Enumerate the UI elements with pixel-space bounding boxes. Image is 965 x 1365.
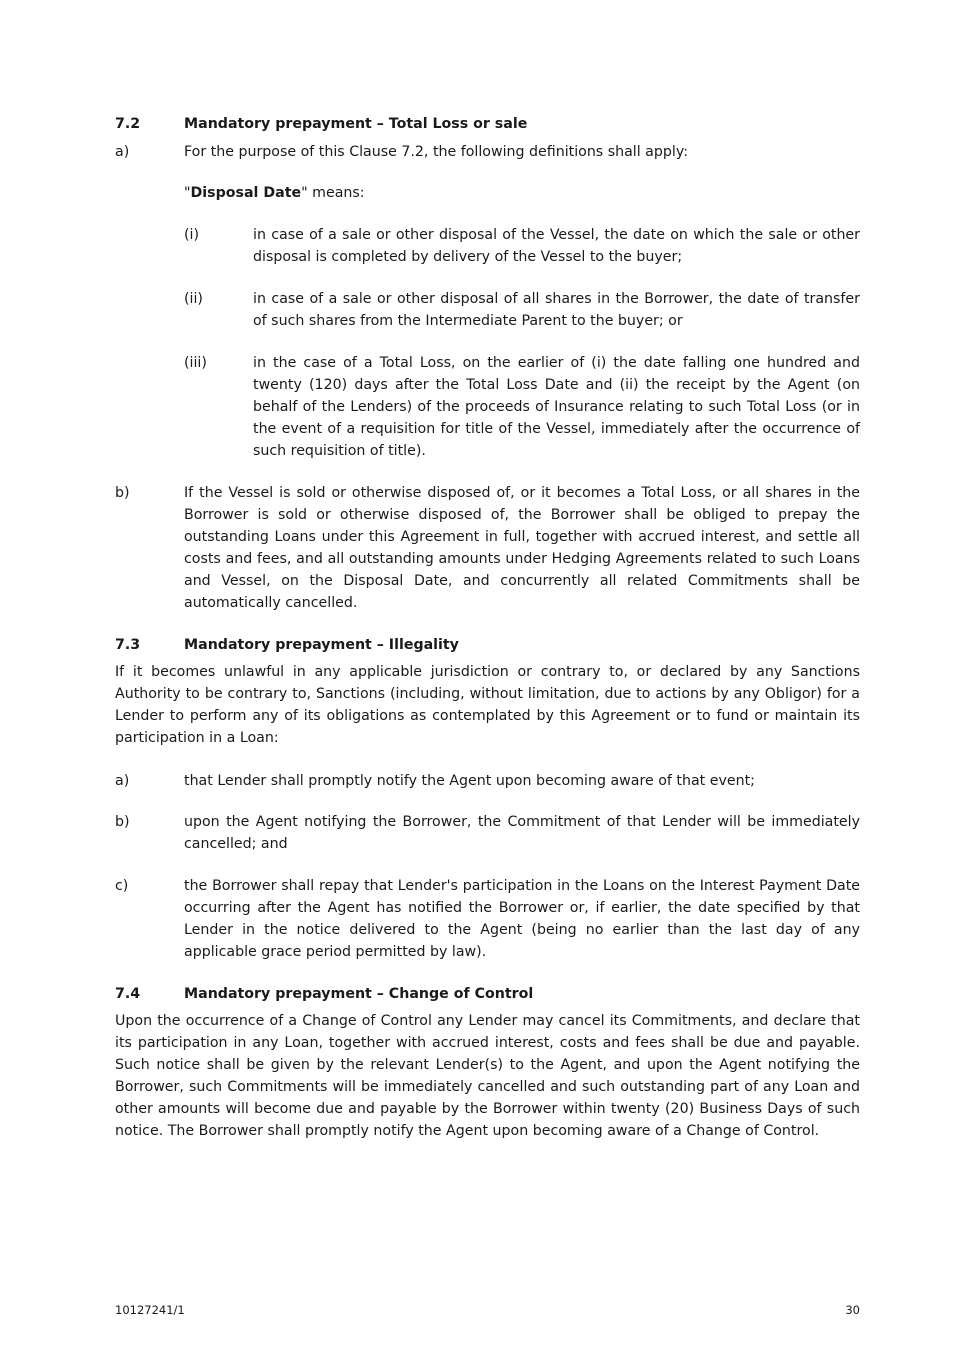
- clause-item: [115, 811, 860, 855]
- section-number: 7.4: [115, 986, 141, 1002]
- clause-item: [115, 875, 860, 963]
- clause-text: For the purpose of this Clause 7.2, the following definitions shall apply:: [184, 144, 688, 160]
- clause-text: If the Vessel is sold or otherwise disposed of, or it becomes a Total Loss, or all shares in the Borrower is sold or otherwise disposed of, the Borrower shall be obliged to prepay the outstanding Loans under this Agreement in full, together with accrued interest, and settle all costs and fees, and all outstanding amounts under Hedging Agreements related to such Loans and Vessel, on the Disposal Date, and concurrently all related Commitments shall be automatically cancelled.: [184, 485, 860, 611]
- section-7-4-heading: [115, 983, 860, 1005]
- clause-text: that Lender shall promptly notify the Agent upon becoming aware of that event;: [184, 773, 755, 789]
- clause-label: a): [115, 773, 130, 789]
- definition-heading: [184, 182, 860, 204]
- item-text: in the case of a Total Loss, on the earlier of (i) the date falling one hundred and twenty (120) days after the Total Loss Date and (ii) the receipt by the Agent (on behalf of the Lenders) of the proceeds of Insurance relating to such Total Loss (or in the event of a requisition for title of the Vessel, immediately after the occurrence of such requisition of title).: [253, 355, 860, 459]
- definition-item: [184, 224, 860, 268]
- definition-means: " means:: [301, 185, 365, 201]
- clause-item: [115, 770, 860, 792]
- definition-term: Disposal Date: [190, 185, 302, 201]
- item-label: (i): [184, 227, 200, 243]
- footer-page-number: 30: [845, 1303, 860, 1317]
- clause-b: [115, 482, 860, 614]
- section-title: Mandatory prepayment – Total Loss or sale: [184, 116, 528, 132]
- item-label: (ii): [184, 291, 203, 307]
- section-number: 7.3: [115, 637, 141, 653]
- clause-a: [115, 141, 860, 163]
- clause-label: b): [115, 485, 130, 501]
- item-text: in case of a sale or other disposal of the Vessel, the date on which the sale or other disposal is completed by delivery of the Vessel to the buyer;: [253, 227, 860, 265]
- section-7-2-heading: [115, 113, 860, 135]
- item-label: (iii): [184, 355, 207, 371]
- clause-label: a): [115, 144, 130, 160]
- section-7-4-body: Upon the occurrence of a Change of Control any Lender may cancel its Commitments, and declare that its participation in any Loan, together with accrued interest, costs and fees shall be due and payable. Such notice shall be given by the relevant Lender(s) to the Agent, and upon the Agent notifying the Borrower, such Commitments will be immediately cancelled and such outstanding part of any Loan and other amounts will become due and payable by the Borrower within twenty (20) Business Days of such notice. The Borrower shall promptly notify the Agent upon becoming aware of a Change of Control.: [115, 1013, 860, 1139]
- clause-label: b): [115, 814, 130, 830]
- clause-text: the Borrower shall repay that Lender's participation in the Loans on the Interest Payment Date occurring after the Agent has notified the Borrower or, if earlier, the date specified by that Lender in the notice delivered to the Agent (being no earlier than the last day of any applicable grace period permitted by law).: [184, 878, 860, 960]
- section-number: 7.2: [115, 116, 141, 132]
- clause-label: c): [115, 878, 129, 894]
- definition-quote-open: ": [184, 185, 191, 201]
- section-title: Mandatory prepayment – Change of Control: [184, 986, 534, 1002]
- clause-text: upon the Agent notifying the Borrower, the Commitment of that Lender will be immediately cancelled; and: [184, 814, 860, 852]
- section-7-3-heading: [115, 634, 860, 656]
- section-title: Mandatory prepayment – Illegality: [184, 637, 459, 653]
- definition-item: [184, 352, 860, 462]
- item-text: in case of a sale or other disposal of all shares in the Borrower, the date of transfer of such shares from the Intermediate Parent to the buyer; or: [253, 291, 860, 329]
- footer-document-id: 10127241/1: [115, 1303, 185, 1317]
- definition-item: [184, 288, 860, 332]
- section-7-3-intro: If it becomes unlawful in any applicable jurisdiction or contrary to, or declared by any Sanctions Authority to be contrary to, Sanctions (including, without limitation, due to actions by any Obligor) for a Lender to perform any of its obligations as contemplated by this Agreement or to fund or maintain its participation in a Loan:: [115, 664, 860, 746]
